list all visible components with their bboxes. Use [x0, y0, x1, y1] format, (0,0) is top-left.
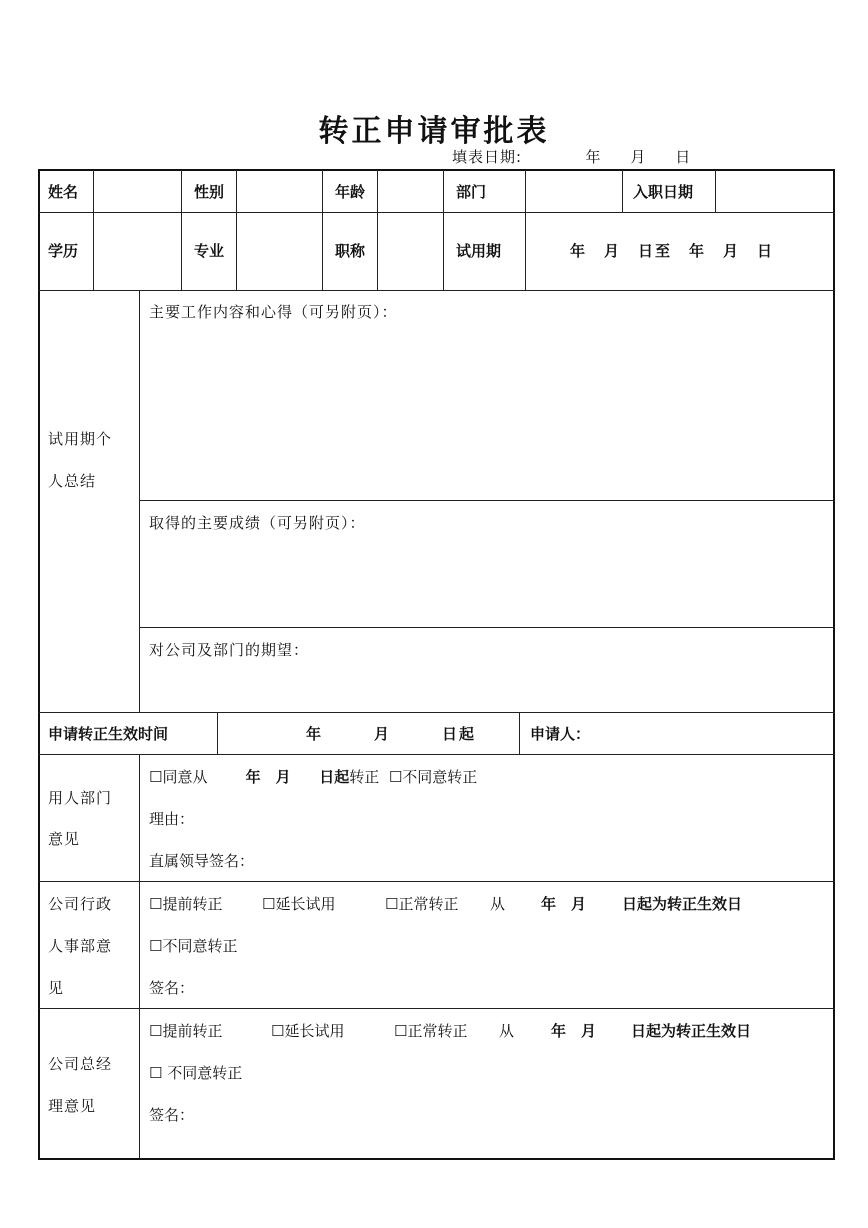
work-content-area[interactable]: [140, 325, 834, 499]
col-divider: [217, 712, 218, 754]
effective-label: 申请转正生效时间: [48, 725, 169, 743]
dept-input[interactable]: [526, 171, 621, 211]
dept-opinion-label-1: 用人部门: [48, 789, 113, 807]
agree-checkbox[interactable]: ☐同意从: [149, 768, 208, 786]
gm-effective-text: 日起为转正生效日: [631, 1022, 752, 1040]
gm-normal-checkbox[interactable]: ☐正常转正: [394, 1022, 468, 1040]
join-date-input[interactable]: [716, 171, 833, 211]
supervisor-signature-label: 直属领导签名：: [149, 852, 255, 870]
summary-label-2: 人总结: [48, 472, 97, 490]
fill-date-label: 填表日期:: [452, 148, 523, 166]
hr-opinion-label-3: 见: [48, 979, 65, 997]
gm-opinion-label-1: 公司总经: [48, 1055, 113, 1073]
expectations-prompt: 对公司及部门的期望：: [149, 641, 310, 659]
hr-from-label: 从: [490, 895, 506, 913]
dept-opinion-label-2: 意见: [48, 830, 81, 848]
gm-ym: 年 月: [551, 1022, 597, 1040]
job-title-label: 职称: [335, 242, 366, 260]
expectations-area[interactable]: [140, 663, 834, 711]
row-divider: [38, 1008, 835, 1009]
hr-ym: 年 月: [541, 895, 587, 913]
name-label: 姓名: [48, 183, 79, 201]
join-date-label: 入职日期: [633, 183, 694, 201]
col-divider: [322, 170, 323, 290]
row-divider: [139, 627, 835, 628]
gm-extend-checkbox[interactable]: ☐延长试用: [271, 1022, 345, 1040]
edu-label: 学历: [48, 242, 79, 260]
applicant-label: 申请人：: [530, 725, 591, 743]
hr-extend-checkbox[interactable]: ☐延长试用: [262, 895, 336, 913]
hr-early-checkbox[interactable]: ☐提前转正: [149, 895, 223, 913]
col-divider: [139, 754, 140, 1159]
row-divider: [38, 754, 835, 755]
major-input[interactable]: [237, 213, 321, 289]
row-divider: [38, 290, 835, 291]
major-label: 专业: [194, 242, 225, 260]
gm-early-checkbox[interactable]: ☐提前转正: [149, 1022, 223, 1040]
row-divider: [38, 881, 835, 882]
agree-ym: 年 月: [245, 768, 291, 786]
gm-signature-label: 签名：: [149, 1106, 195, 1124]
achievements-prompt: 取得的主要成绩（可另附页）：: [149, 514, 366, 532]
hr-disagree-checkbox[interactable]: ☐不同意转正: [149, 937, 238, 955]
age-label: 年龄: [335, 183, 366, 201]
gm-from-label: 从: [499, 1022, 515, 1040]
gender-input[interactable]: [237, 171, 321, 211]
applicant-input[interactable]: [600, 713, 833, 753]
agree-day-from: 日起: [319, 768, 350, 786]
form-title: 转正申请审批表: [318, 114, 550, 149]
hr-effective-text: 日起为转正生效日: [622, 895, 743, 913]
hr-signature-label: 签名：: [149, 979, 195, 997]
col-divider: [519, 712, 520, 754]
fill-date-year[interactable]: 年: [585, 148, 602, 166]
probation-label: 试用期: [456, 242, 502, 260]
gm-opinion-label-2: 理意见: [48, 1097, 97, 1115]
name-input[interactable]: [94, 171, 180, 211]
achievements-area[interactable]: [140, 536, 834, 626]
gender-label: 性别: [194, 183, 225, 201]
row-divider: [139, 500, 835, 501]
col-divider: [622, 170, 623, 212]
fill-date-month[interactable]: 月: [630, 148, 647, 166]
disagree-checkbox[interactable]: ☐不同意转正: [388, 768, 478, 786]
summary-label-1: 试用期个: [48, 430, 113, 448]
reason-label: 理由：: [149, 810, 195, 828]
fill-date-day[interactable]: 日: [675, 148, 692, 166]
probation-period[interactable]: 年 月 日至 年 月 日: [570, 242, 775, 260]
gm-disagree-checkbox[interactable]: ☐ 不同意转正: [149, 1064, 243, 1082]
hr-opinion-label-1: 公司行政: [48, 895, 113, 913]
title-input[interactable]: [378, 213, 442, 289]
hr-opinion-label-2: 人事部意: [48, 937, 113, 955]
work-content-prompt: 主要工作内容和心得（可另附页）：: [149, 303, 398, 321]
age-input[interactable]: [378, 171, 442, 211]
edu-input[interactable]: [94, 213, 180, 289]
dept-label: 部门: [456, 183, 487, 201]
fill-date: [452, 146, 691, 167]
agree-regularize: 转正: [349, 768, 380, 786]
col-divider: [443, 170, 444, 290]
col-divider: [181, 170, 182, 290]
dept-opinion-line1: [149, 768, 477, 786]
effective-date[interactable]: 年 月 日起: [306, 725, 477, 743]
hr-normal-checkbox[interactable]: ☐正常转正: [385, 895, 459, 913]
